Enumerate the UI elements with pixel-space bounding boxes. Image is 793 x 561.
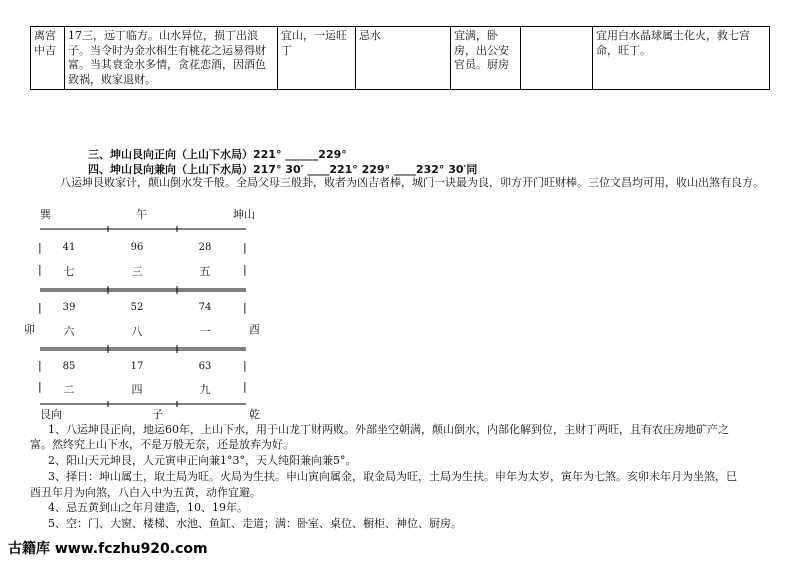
- heading-four: 四、坤山艮向兼向（上山下水局）217° 30′ ____221° 229° ____232° 30′同: [88, 163, 478, 176]
- cell-7-number: 85: [62, 361, 76, 372]
- table-cell-fullness: 宜满，卧房，出公安官员。厨房: [451, 27, 521, 90]
- grid-bar: |: [38, 241, 42, 254]
- cell-2-star: 三: [131, 265, 143, 278]
- label-kun-mountain: 坤山: [233, 208, 255, 221]
- cell-7-star: 二: [63, 383, 75, 396]
- note-3-line-2: 酉丑年月为向煞，八白入中为五黄，动作宜避。: [30, 486, 261, 499]
- cell-8-star: 四: [131, 383, 143, 396]
- grid-bar: |: [243, 380, 247, 393]
- note-5: 5、空：门、大窗、楼梯、水池、鱼缸、走道；满：卧室、桌位、橱柜、神位、厨房。: [48, 517, 462, 530]
- table-cell-mountain: 宜山，一运旺丁: [278, 27, 356, 90]
- grid-bar: |: [38, 359, 42, 372]
- table-cell-description: 17三，远丁临方。山水异位，损丁出浪子。当令时为金水相生有桃花之运易得财富。当其衰金水多情，贪花恋酒，因酒色致祸，败家退财。: [65, 27, 278, 90]
- label-mao: 卯: [24, 323, 35, 336]
- cell-1-star: 七: [63, 265, 75, 278]
- grid-bar: |: [243, 241, 247, 254]
- cell-9-star: 九: [199, 383, 211, 396]
- cell-2-number: 96: [130, 242, 144, 253]
- footer-watermark: 古籍库 www.fczhu920.com: [8, 541, 208, 557]
- grid-bar: |: [243, 301, 247, 314]
- cell-3-star: 五: [199, 265, 211, 278]
- table-cell-remedy: 宜用白水晶球属土化火，救七宫命，旺丁。: [593, 27, 770, 90]
- cell-6-star: 一: [199, 325, 211, 338]
- table-cell-palace: 离宫中吉: [31, 27, 65, 90]
- table-cell-water: 忌水: [356, 27, 451, 90]
- cell-4-star: 六: [63, 325, 75, 338]
- cell-4-number: 39: [62, 302, 76, 313]
- label-you: 酉: [249, 323, 260, 336]
- cell-1-number: 41: [62, 242, 76, 253]
- note-1-line-1: 1、八运坤艮正向，地运60年，上山下水，用于山龙丁财两败。外部坐空朝满，颠山倒水，内部化解到位，主财丁两旺，且有农庄房地矿产之: [48, 423, 729, 436]
- cell-6-number: 74: [198, 302, 212, 313]
- label-wu: 午: [136, 208, 147, 221]
- label-gen-facing: 艮向: [40, 408, 62, 421]
- note-1-line-2: 富。然终究上山下水，不是万般无奈，还是放弃为好。: [30, 438, 294, 451]
- grid-bar: |: [243, 359, 247, 372]
- note-4: 4、忌五黄到山之年月建造，10、19年。: [48, 501, 248, 514]
- label-qian: 乾: [249, 408, 260, 421]
- label-zi: 子: [152, 408, 163, 421]
- heading-three: 三、坤山艮向正向（上山下水局）221° ______229°: [88, 148, 347, 161]
- note-3-line-1: 3、择日：坤山属土，取土局为旺。火局为生扶。申山寅向属金，取金局为旺，土局为生扶。申年为太岁，寅年为七煞。亥卯未年月为坐煞，巳: [48, 470, 737, 483]
- cell-9-number: 63: [198, 361, 212, 372]
- grid-bar: |: [243, 263, 247, 276]
- cell-5-number: 52: [130, 302, 144, 313]
- cell-3-number: 28: [198, 242, 212, 253]
- grid-bar: |: [38, 301, 42, 314]
- note-2: 2、阳山天元坤艮，人元寅申正向兼1°3°，天人纯阳兼向兼5°。: [48, 454, 357, 467]
- intro-verse: 八运坤艮败家计，颠山倒水发千般。全局父母三般卦，败者为凶吉者棒，城门一诀最为良，卯方开门旺财棒。三位文昌均可用，收山出煞有良方。: [60, 176, 764, 189]
- cell-5-star: 八: [131, 325, 143, 338]
- grid-bar: |: [38, 380, 42, 393]
- label-xun: 巽: [40, 208, 51, 221]
- grid-bar: |: [38, 263, 42, 276]
- cell-8-number: 17: [130, 361, 144, 372]
